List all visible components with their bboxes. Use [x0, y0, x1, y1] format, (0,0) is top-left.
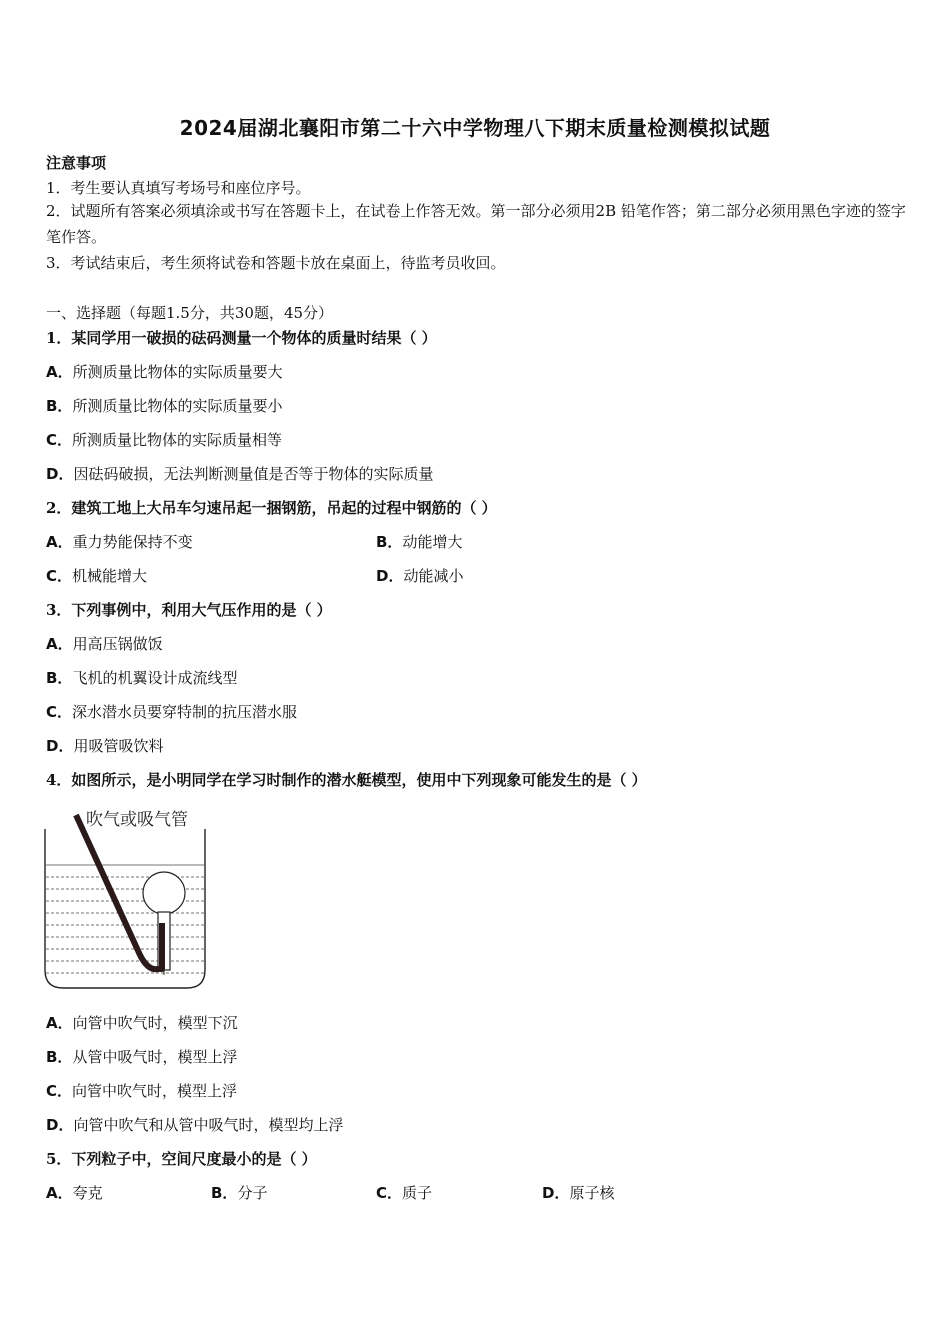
question-3-option-a: A．用高压锅做饭	[46, 635, 163, 653]
question-2-option-b: B．动能增大	[376, 533, 463, 551]
question-5-option-b: B．分子	[211, 1184, 268, 1202]
question-4-option-d: D．向管中吹气和从管中吸气时，模型均上浮	[46, 1116, 344, 1134]
question-1-option-c: C．所测质量比物体的实际质量相等	[46, 431, 283, 449]
question-3-option-d: D．用吸管吸饮料	[46, 737, 164, 755]
question-5-option-a: A．夸克	[46, 1184, 103, 1202]
question-2-option-c: C．机械能增大	[46, 567, 148, 585]
question-4-option-b: B．从管中吸气时，模型上浮	[46, 1048, 238, 1066]
section-heading: 一、选择题（每题1.5分，共30题，45分）	[46, 304, 334, 322]
question-4-option-a: A．向管中吹气时，模型下沉	[46, 1014, 238, 1032]
flask-bulb	[143, 872, 185, 914]
question-2-option-d: D．动能减小	[376, 567, 464, 585]
question-1-option-a: A．所测质量比物体的实际质量要大	[46, 363, 283, 381]
notice-heading: 注意事项	[46, 154, 107, 172]
question-5-stem: 5．下列粒子中，空间尺度最小的是（ ）	[46, 1150, 317, 1168]
figure-label: 吹气或吸气管	[86, 810, 188, 830]
notice-item-3: 3．考试结束后，考生须将试卷和答题卡放在桌面上，待监考员收回。	[46, 254, 506, 272]
question-1-stem: 1．某同学用一破损的砝码测量一个物体的质量时结果（ ）	[46, 329, 437, 347]
question-4-option-c: C．向管中吹气时，模型上浮	[46, 1082, 238, 1100]
question-5-option-c: C．质子	[376, 1184, 433, 1202]
question-4-stem: 4．如图所示，是小明同学在学习时制作的潜水艇模型，使用中下列现象可能发生的是（ ）	[46, 771, 647, 789]
question-1-option-d: D．因砝码破损，无法判断测量值是否等于物体的实际质量	[46, 465, 434, 483]
question-2-stem: 2．建筑工地上大吊车匀速吊起一捆钢筋，吊起的过程中钢筋的（ ）	[46, 499, 497, 517]
water-container	[45, 829, 205, 988]
question-3-option-c: C．深水潜水员要穿特制的抗压潜水服	[46, 703, 298, 721]
question-2-option-a: A．重力势能保持不变	[46, 533, 193, 551]
page-title: 2024届湖北襄阳市第二十六中学物理八下期末质量检测模拟试题	[179, 116, 771, 140]
question-1-option-b: B．所测质量比物体的实际质量要小	[46, 397, 283, 415]
notice-item-1: 1．考生要认真填写考场号和座位序号。	[46, 179, 311, 197]
question-3-option-b: B．飞机的机翼设计成流线型	[46, 669, 238, 687]
submarine-model-figure	[40, 805, 210, 995]
question-3-stem: 3．下列事例中，利用大气压作用的是（ ）	[46, 601, 332, 619]
question-5-option-d: D．原子核	[542, 1184, 615, 1202]
notice-item-2: 2．试题所有答案必须填涂或书写在答题卡上，在试卷上作答无效。第一部分必须用2B 铅笔作答；第二部分必须用黑色字迹的签字笔作答。	[46, 202, 906, 246]
